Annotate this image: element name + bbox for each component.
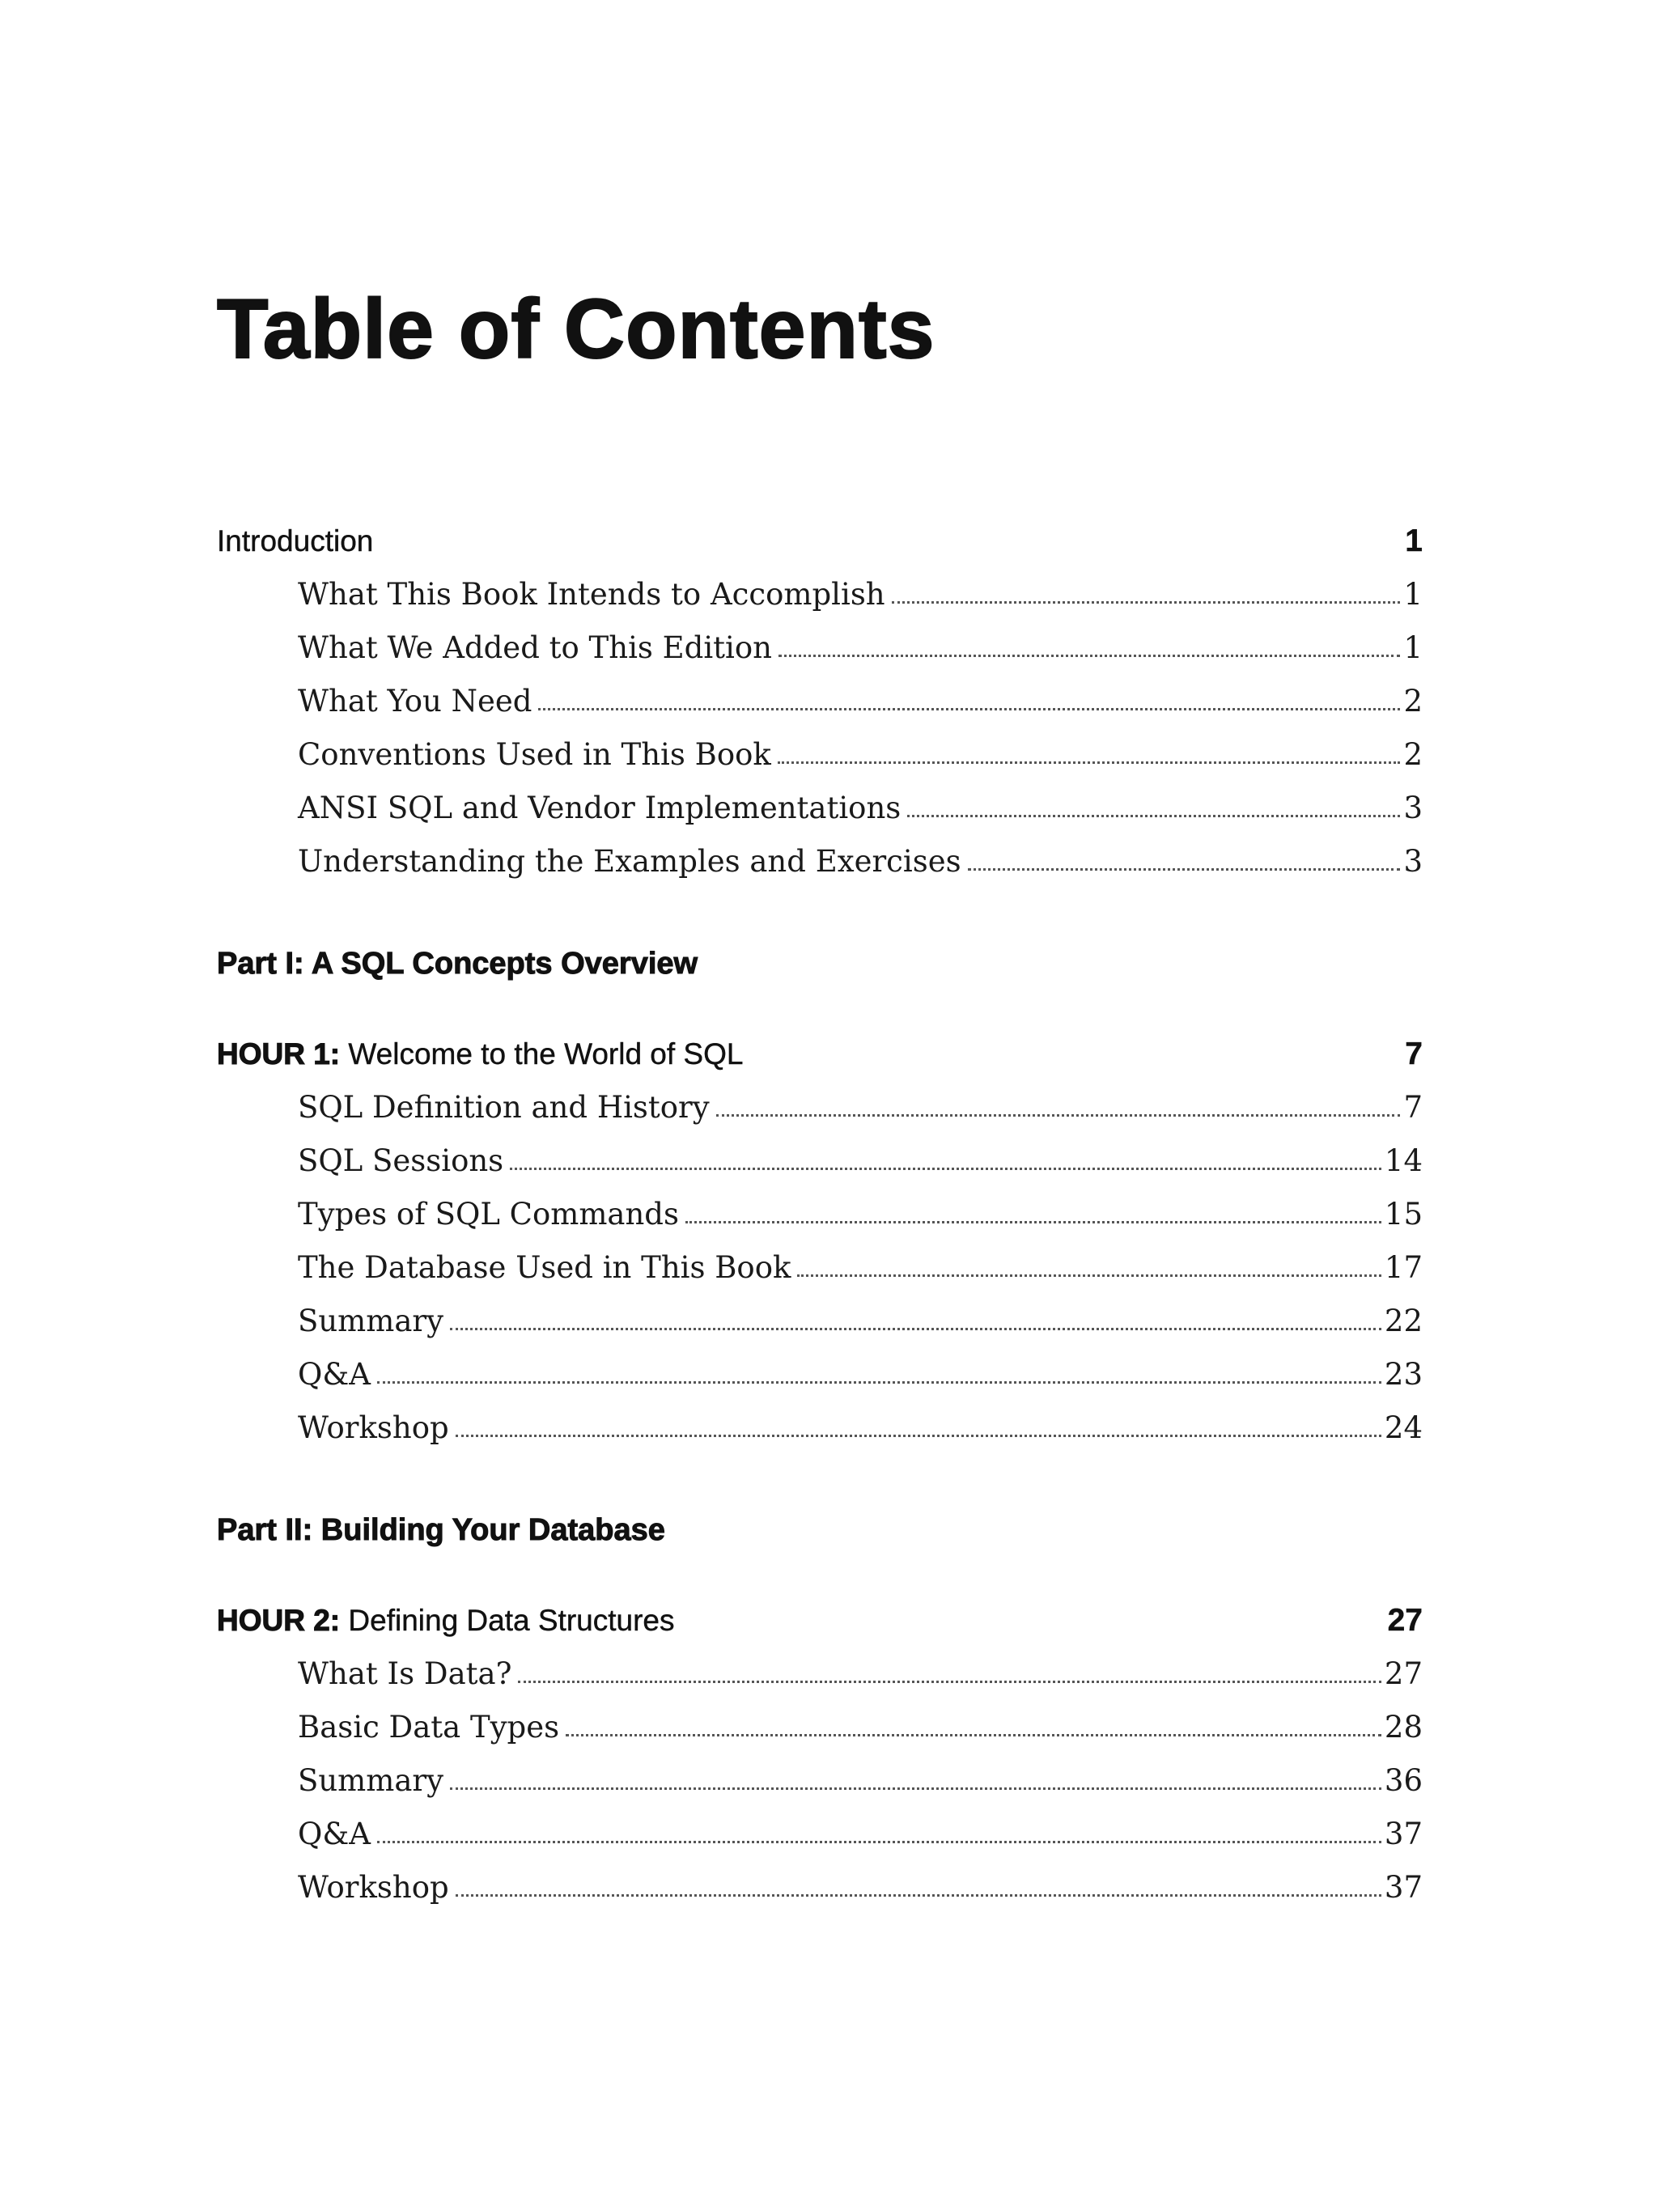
entry-title: What We Added to This Edition bbox=[298, 630, 772, 665]
entry-page: 1 bbox=[1403, 577, 1423, 612]
dot-leader bbox=[907, 813, 1400, 817]
hour-title: Defining Data Structures bbox=[348, 1604, 675, 1637]
entry-title: ANSI SQL and Vendor Implementations bbox=[298, 791, 902, 825]
entry-page: 24 bbox=[1384, 1410, 1423, 1445]
heading-page: 27 bbox=[1387, 1603, 1423, 1638]
entry-page: 36 bbox=[1384, 1763, 1423, 1798]
part-heading: Part I: A SQL Concepts Overview bbox=[217, 947, 698, 981]
entry-page: 37 bbox=[1384, 1817, 1423, 1851]
dot-leader bbox=[377, 1839, 1381, 1843]
toc-entry[interactable] bbox=[298, 1356, 1423, 1393]
toc-entry[interactable] bbox=[298, 790, 1423, 827]
entry-page: 23 bbox=[1384, 1357, 1423, 1392]
page-title: Table of Contents bbox=[217, 282, 935, 376]
dot-leader bbox=[685, 1219, 1381, 1223]
entry-title: Q&A bbox=[298, 1817, 371, 1851]
entry-title: Conventions Used in This Book bbox=[298, 737, 771, 772]
dot-leader bbox=[566, 1732, 1381, 1736]
entry-page: 17 bbox=[1384, 1250, 1423, 1285]
entry-title: The Database Used in This Book bbox=[298, 1250, 791, 1285]
entry-page: 3 bbox=[1403, 791, 1423, 825]
dot-leader bbox=[892, 600, 1401, 604]
entry-title: Basic Data Types bbox=[298, 1710, 560, 1745]
dot-leader bbox=[456, 1433, 1381, 1437]
entry-page: 27 bbox=[1384, 1656, 1423, 1691]
toc-entry[interactable] bbox=[298, 1709, 1423, 1746]
hour-prefix: HOUR 1: bbox=[217, 1037, 341, 1071]
dot-leader bbox=[450, 1786, 1381, 1790]
entry-title: What You Need bbox=[298, 684, 532, 719]
toc-entry[interactable] bbox=[298, 683, 1423, 720]
dot-leader bbox=[450, 1326, 1381, 1330]
entry-title: What This Book Intends to Accomplish bbox=[298, 577, 885, 612]
toc-entry[interactable] bbox=[298, 1762, 1423, 1800]
entry-title: Understanding the Examples and Exercises bbox=[298, 844, 961, 879]
toc-entry[interactable] bbox=[298, 1143, 1423, 1180]
toc-entry[interactable] bbox=[298, 1196, 1423, 1233]
entry-title: Summary bbox=[298, 1763, 443, 1798]
toc-entry[interactable] bbox=[298, 1303, 1423, 1340]
toc-entry[interactable] bbox=[298, 843, 1423, 880]
heading-title: Introduction bbox=[217, 524, 374, 558]
heading-page: 7 bbox=[1405, 1037, 1423, 1071]
entry-page: 3 bbox=[1403, 844, 1423, 879]
toc-entry[interactable] bbox=[298, 1869, 1423, 1906]
toc-heading-introduction[interactable] bbox=[217, 523, 1423, 560]
entry-page: 2 bbox=[1403, 684, 1423, 719]
toc-heading-hour-2[interactable] bbox=[217, 1602, 1423, 1639]
dot-leader bbox=[538, 706, 1400, 710]
entry-page: 2 bbox=[1403, 737, 1423, 772]
dot-leader bbox=[968, 867, 1401, 871]
entry-title: Types of SQL Commands bbox=[298, 1197, 679, 1232]
heading-title bbox=[217, 1602, 675, 1639]
hour-prefix: HOUR 2: bbox=[217, 1604, 341, 1637]
toc-entry[interactable] bbox=[298, 630, 1423, 667]
entry-page: 1 bbox=[1403, 630, 1423, 665]
entry-page: 15 bbox=[1384, 1197, 1423, 1232]
entry-title: Q&A bbox=[298, 1357, 371, 1392]
entry-title: Summary bbox=[298, 1304, 443, 1338]
dot-leader bbox=[797, 1273, 1381, 1277]
heading-page: 1 bbox=[1405, 524, 1423, 558]
entry-title: SQL Sessions bbox=[298, 1143, 504, 1178]
entry-page: 22 bbox=[1384, 1304, 1423, 1338]
part-heading: Part II: Building Your Database bbox=[217, 1513, 665, 1547]
entry-page: 14 bbox=[1384, 1143, 1423, 1178]
entry-page: 7 bbox=[1403, 1090, 1423, 1125]
toc-entry[interactable] bbox=[298, 736, 1423, 774]
dot-leader bbox=[716, 1113, 1401, 1117]
toc-entry[interactable] bbox=[298, 1249, 1423, 1287]
toc-entry[interactable] bbox=[298, 1410, 1423, 1447]
entry-title: Workshop bbox=[298, 1870, 449, 1905]
toc-entry[interactable] bbox=[298, 1816, 1423, 1853]
entry-title: Workshop bbox=[298, 1410, 449, 1445]
toc-entry[interactable] bbox=[298, 1656, 1423, 1693]
entry-page: 28 bbox=[1384, 1710, 1423, 1745]
dot-leader bbox=[456, 1893, 1381, 1897]
heading-title bbox=[217, 1036, 743, 1073]
entry-page: 37 bbox=[1384, 1870, 1423, 1905]
hour-title: Welcome to the World of SQL bbox=[348, 1037, 744, 1071]
entry-title: What Is Data? bbox=[298, 1656, 512, 1691]
dot-leader bbox=[778, 760, 1401, 764]
dot-leader bbox=[778, 653, 1400, 657]
toc-entry[interactable] bbox=[298, 576, 1423, 613]
dot-leader bbox=[518, 1679, 1381, 1683]
dot-leader bbox=[510, 1166, 1381, 1170]
toc-heading-hour-1[interactable] bbox=[217, 1036, 1423, 1073]
toc-entry[interactable] bbox=[298, 1089, 1423, 1126]
entry-title: SQL Definition and History bbox=[298, 1090, 710, 1125]
dot-leader bbox=[377, 1380, 1381, 1384]
